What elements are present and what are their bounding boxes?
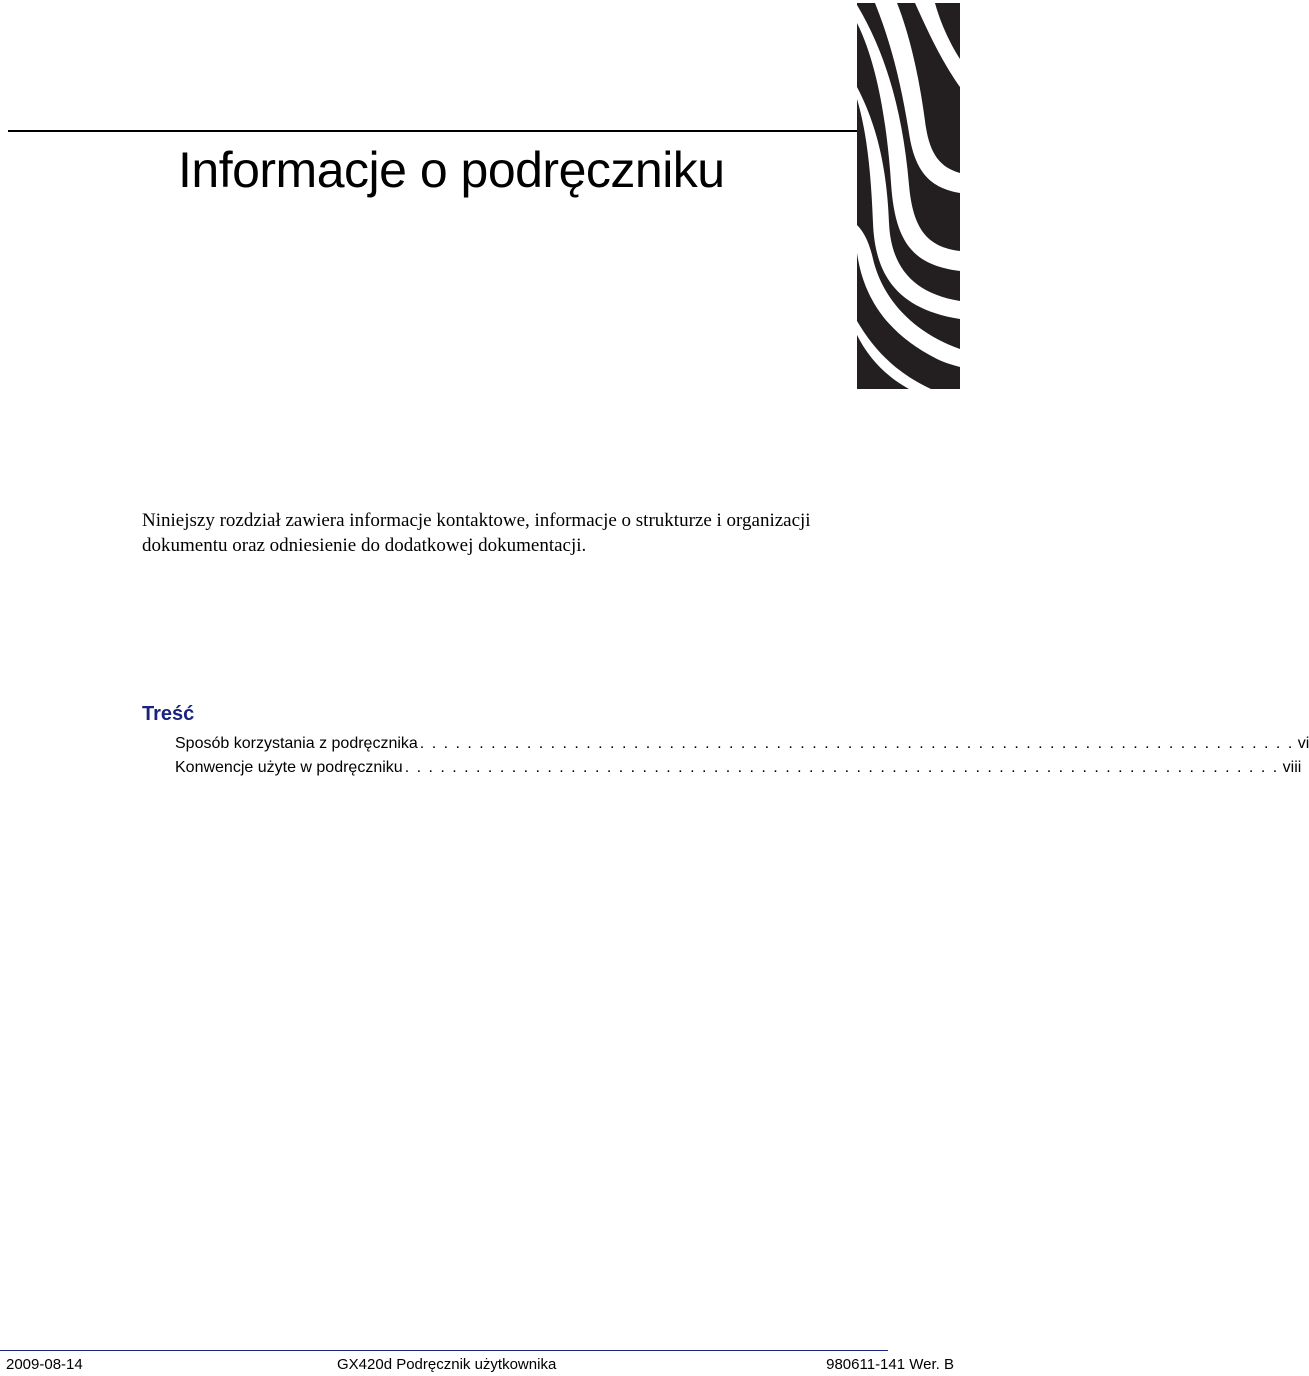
toc-entry-conventions[interactable] — [175, 756, 1302, 780]
contents-heading: Treść — [142, 703, 195, 725]
toc-dot-leader: . . . . . . . . . . . . . . . . . . . . . . . . . . . . . . . . . . . . . . . . . . . . . . . . . . . . . . . . . . . . . . . . . . . . . . . . . . — [419, 735, 1294, 752]
table-of-contents — [175, 732, 1309, 780]
zebra-stripes-icon — [857, 3, 960, 389]
toc-entry-usage[interactable] — [175, 732, 1309, 756]
intro-paragraph: Niniejszy rozdział zawiera informacje kontaktowe, informacje o strukturze i organizacji dokumentu oraz odniesienie do dodatkowej dokumentacji. — [142, 510, 811, 556]
toc-entry-title: Sposób korzystania z podręcznika — [175, 735, 418, 752]
footer-document-title: GX420d Podręcznik użytkownika — [337, 1356, 557, 1373]
toc-dot-leader: . . . . . . . . . . . . . . . . . . . . . . . . . . . . . . . . . . . . . . . . . . . . . . . . . . . . . . . . . . . . . . . . . . . . . . . . . . — [404, 759, 1279, 776]
toc-entry-title: Konwencje użyte w podręczniku — [175, 759, 403, 776]
footer-rule — [0, 1350, 888, 1351]
footer-date: 2009-08-14 — [6, 1356, 83, 1373]
toc-entry-page: viii — [1282, 759, 1302, 776]
footer-part-number: 980611-141 Wer. B — [826, 1356, 954, 1373]
page-title: Informacje o podręczniku — [178, 142, 725, 198]
toc-entry-page: vi — [1297, 735, 1309, 752]
top-rule — [8, 130, 858, 132]
